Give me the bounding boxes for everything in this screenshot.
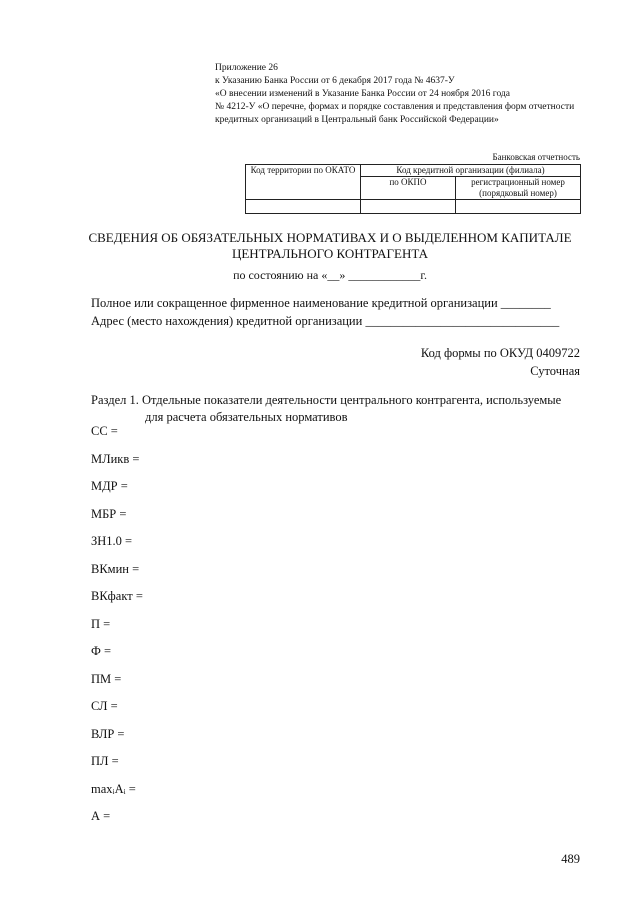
indicator-item: МДР =: [91, 479, 128, 493]
indicator-item: Ф =: [91, 644, 112, 658]
indicator-item: МБР =: [91, 506, 127, 521]
indicator-item: ВЛР =: [91, 726, 125, 741]
section-heading-line: для расчета обязательных нормативов: [145, 410, 348, 424]
okato-value-cell[interactable]: [246, 200, 361, 214]
indicator-item: СЛ =: [91, 699, 118, 713]
appendix-line: к Указанию Банка России от 6 декабря 2017 года № 4637-У: [215, 76, 455, 86]
regnum-header: регистрационный номер (порядковый номер): [456, 177, 581, 200]
regnum-value-cell[interactable]: [456, 200, 581, 214]
credit-org-header: Код кредитной организации (филиала): [361, 165, 581, 177]
as-of-date: по состоянию на «__» ____________г.: [233, 268, 427, 282]
form-title: СВЕДЕНИЯ ОБ ОБЯЗАТЕЛЬНЫХ НОРМАТИВАХ И О ВЫДЕЛЕННОМ КАПИТАЛЕ ЦЕНТРАЛЬНОГО КОНТРАГЕНТА: [88, 230, 572, 261]
indicator-item: ВКмин =: [91, 561, 140, 576]
okpo-header: по ОКПО: [361, 177, 456, 200]
appendix-line: № 4212-У «О перечне, формах и порядке составления и представления форм отчетности кредитных организаций в Центральный банк Российской Федерации»: [215, 102, 575, 125]
appendix-line: Приложение 26: [215, 63, 278, 73]
section-heading: [91, 392, 591, 426]
periodicity: Суточная: [530, 364, 580, 378]
codes-table: [245, 164, 581, 214]
form-code: Код формы по ОКУД 0409722: [420, 346, 580, 360]
report-type-label: Банковская отчетность: [492, 152, 580, 162]
indicator-item: ПЛ =: [91, 754, 119, 768]
indicator-item: ВКфакт =: [91, 589, 143, 603]
okato-header: Код территории по ОКАТО: [246, 165, 361, 200]
okpo-value-cell[interactable]: [361, 200, 456, 214]
indicator-item: МЛикв =: [91, 451, 140, 466]
page-number: 489: [561, 852, 580, 866]
address-field: Адрес (место нахождения) кредитной организации _______________________________: [91, 314, 560, 328]
indicator-item: П =: [91, 616, 111, 631]
indicator-item: А =: [91, 809, 111, 823]
indicator-item: СС =: [91, 424, 118, 438]
org-name-field: Полное или сокращенное фирменное наименование кредитной организации ________: [91, 296, 551, 310]
section-heading-line: Раздел 1. Отдельные показатели деятельности центрального контрагента, используемые: [91, 393, 562, 407]
indicator-item: ЗН1.0 =: [91, 534, 133, 548]
appendix-reference: [215, 62, 600, 127]
indicator-item: maxᵢAᵢ =: [91, 781, 136, 796]
appendix-line: «О внесении изменений в Указание Банка России от 24 ноября 2016 года: [215, 89, 510, 99]
indicator-item: ПМ =: [91, 671, 122, 686]
indicator-list: [91, 423, 143, 836]
